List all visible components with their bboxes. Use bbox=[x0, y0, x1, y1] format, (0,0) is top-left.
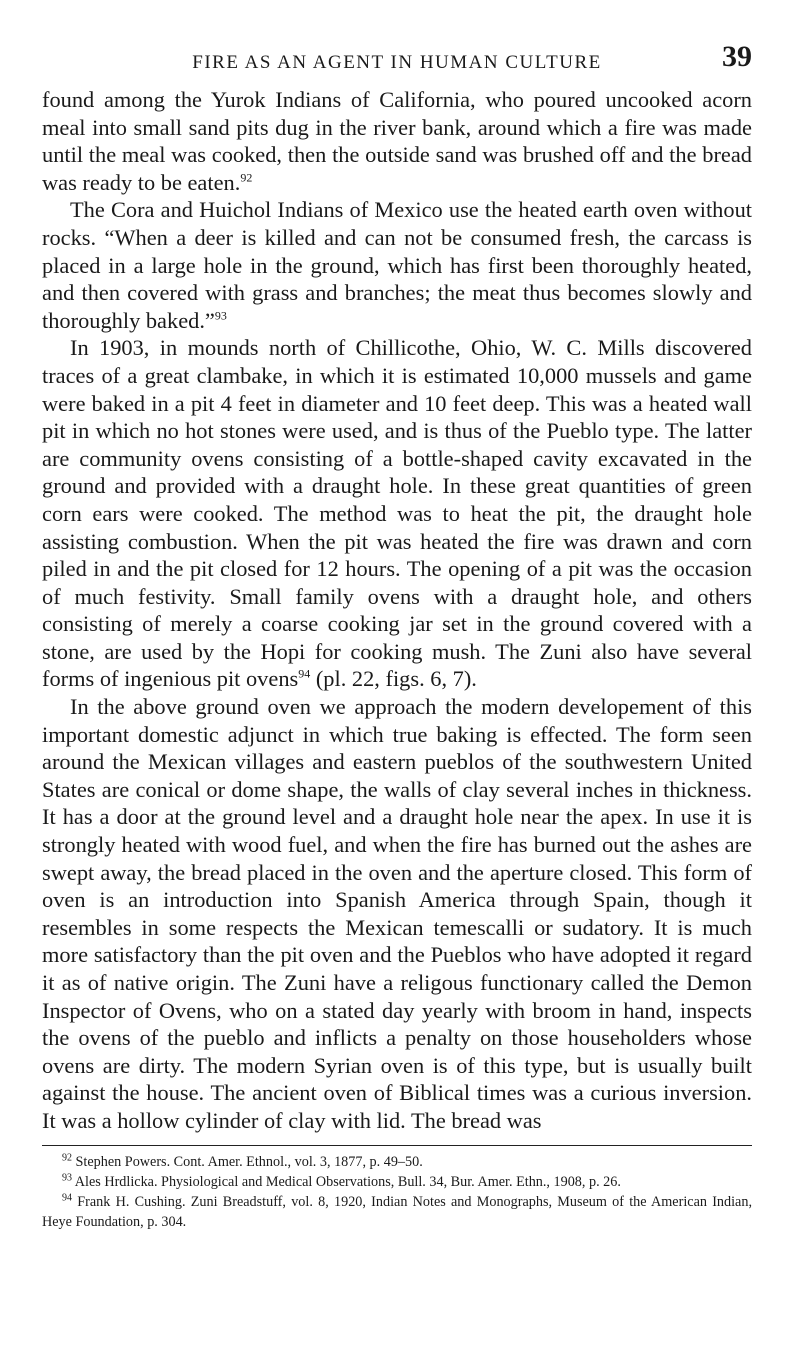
page-number: 39 bbox=[722, 40, 752, 73]
paragraph-text: The Cora and Huichol Indians of Mexico use the heated earth oven without rocks. “When a deer is killed and can not be consumed fresh, the carcass is placed in a large hole in the ground, which has first been thoroughly heated, and then covered with grass and branches; the meat thus becomes slowly and thoroughly baked.” bbox=[42, 197, 752, 333]
footnotes bbox=[42, 1152, 752, 1232]
footnote bbox=[42, 1192, 752, 1232]
paragraph bbox=[42, 196, 752, 334]
footnote-text: Stephen Powers. Cont. Amer. Ethnol., vol. 3, 1877, p. 49–50. bbox=[75, 1153, 423, 1170]
footnote bbox=[42, 1152, 752, 1172]
paragraph-text: found among the Yurok Indians of California, who poured uncooked acorn meal into small sand pits dug in the river bank, around which a fire was made until the meal was cooked, then the outside sand was brushed off and the bread was ready to be eaten. bbox=[42, 87, 752, 195]
paragraph bbox=[42, 693, 752, 1135]
footnote-text: Frank H. Cushing. Zuni Breadstuff, vol. 8, 1920, Indian Notes and Monographs, Museum of the American Indian, Heye Foundation, p. 304. bbox=[42, 1193, 752, 1230]
footnote-text: Ales Hrdlicka. Physiological and Medical Observations, Bull. 34, Bur. Amer. Ethn., 1908, p. 26. bbox=[74, 1173, 621, 1190]
footnote-ref: 94 bbox=[298, 667, 311, 681]
footnote-ref: 92 bbox=[240, 170, 253, 185]
footnote-ref: 93 bbox=[214, 308, 227, 323]
footnote-mark: 92 bbox=[62, 1151, 72, 1163]
footnote-divider bbox=[42, 1145, 752, 1146]
paragraph bbox=[42, 86, 752, 196]
footnote-mark: 93 bbox=[62, 1171, 72, 1183]
footnote bbox=[42, 1172, 752, 1192]
paragraph-text: In the above ground oven we approach the modern developement of this important domestic adjunct in which true baking is effected. The form seen around the Mexican villages and eastern pueblos of the southwestern United States are conical or dome shape, the walls of clay several inches in thickness. It has a door at the ground level and a draught hole near the apex. In use it is strongly heated with wood fuel, and when the fire has burned out the ashes are swept away, the bread placed in the oven and the aperture closed. This form of oven is an introduction into Spanish America through Spain, though it resembles in some respects the Mexican temescalli or sudatory. It is much more satisfactory than the pit oven and the Pueblos who have adopted it regard it as of native origin. The Zuni have a religous functionary called the Demon Inspector of Ovens, who on a stated day yearly with broom in hand, inspects the ovens of the pueblo and inflicts a penalty on those householders whose ovens are dirty. The modern Syrian oven is of this type, but is usually built against the house. The ancient oven of Biblical times was a curious inversion. It was a hollow cylinder of clay with lid. The bread was bbox=[42, 694, 752, 1133]
footnote-mark: 94 bbox=[62, 1191, 72, 1203]
running-head bbox=[42, 40, 752, 86]
paragraph-text: In 1903, in mounds north of Chillicothe, Ohio, W. C. Mills discovered traces of a great clambake, in which it is estimated 10,000 mussels and game were baked in a pit 4 feet in diameter and 10 feet deep. This was a heated wall pit in which no hot stones were used, and is thus of the Pueblo type. The latter are community ovens consisting of a bottle-shaped cavity excavated in the ground and provided with a draught hole. In these great quantities of green corn ears were cooked. The method was to heat the pit, the draught hole assisting combustion. When the pit was heated the fire was drawn and corn piled in and the pit closed for 12 hours. The opening of a pit was the occasion of much festivity. Small family ovens with a draught hole, and others consisting of merely a coarse cooking jar set in the ground covered with a stone, are used by the Hopi for cooking mush. The Zuni also have several forms of ingenious pit ovens bbox=[42, 335, 752, 692]
paragraph-tail: (pl. 22, figs. 6, 7). bbox=[310, 666, 477, 692]
body-text bbox=[42, 86, 752, 1135]
paragraph bbox=[42, 334, 752, 693]
running-title: FIRE AS AN AGENT IN HUMAN CULTURE bbox=[192, 52, 602, 73]
